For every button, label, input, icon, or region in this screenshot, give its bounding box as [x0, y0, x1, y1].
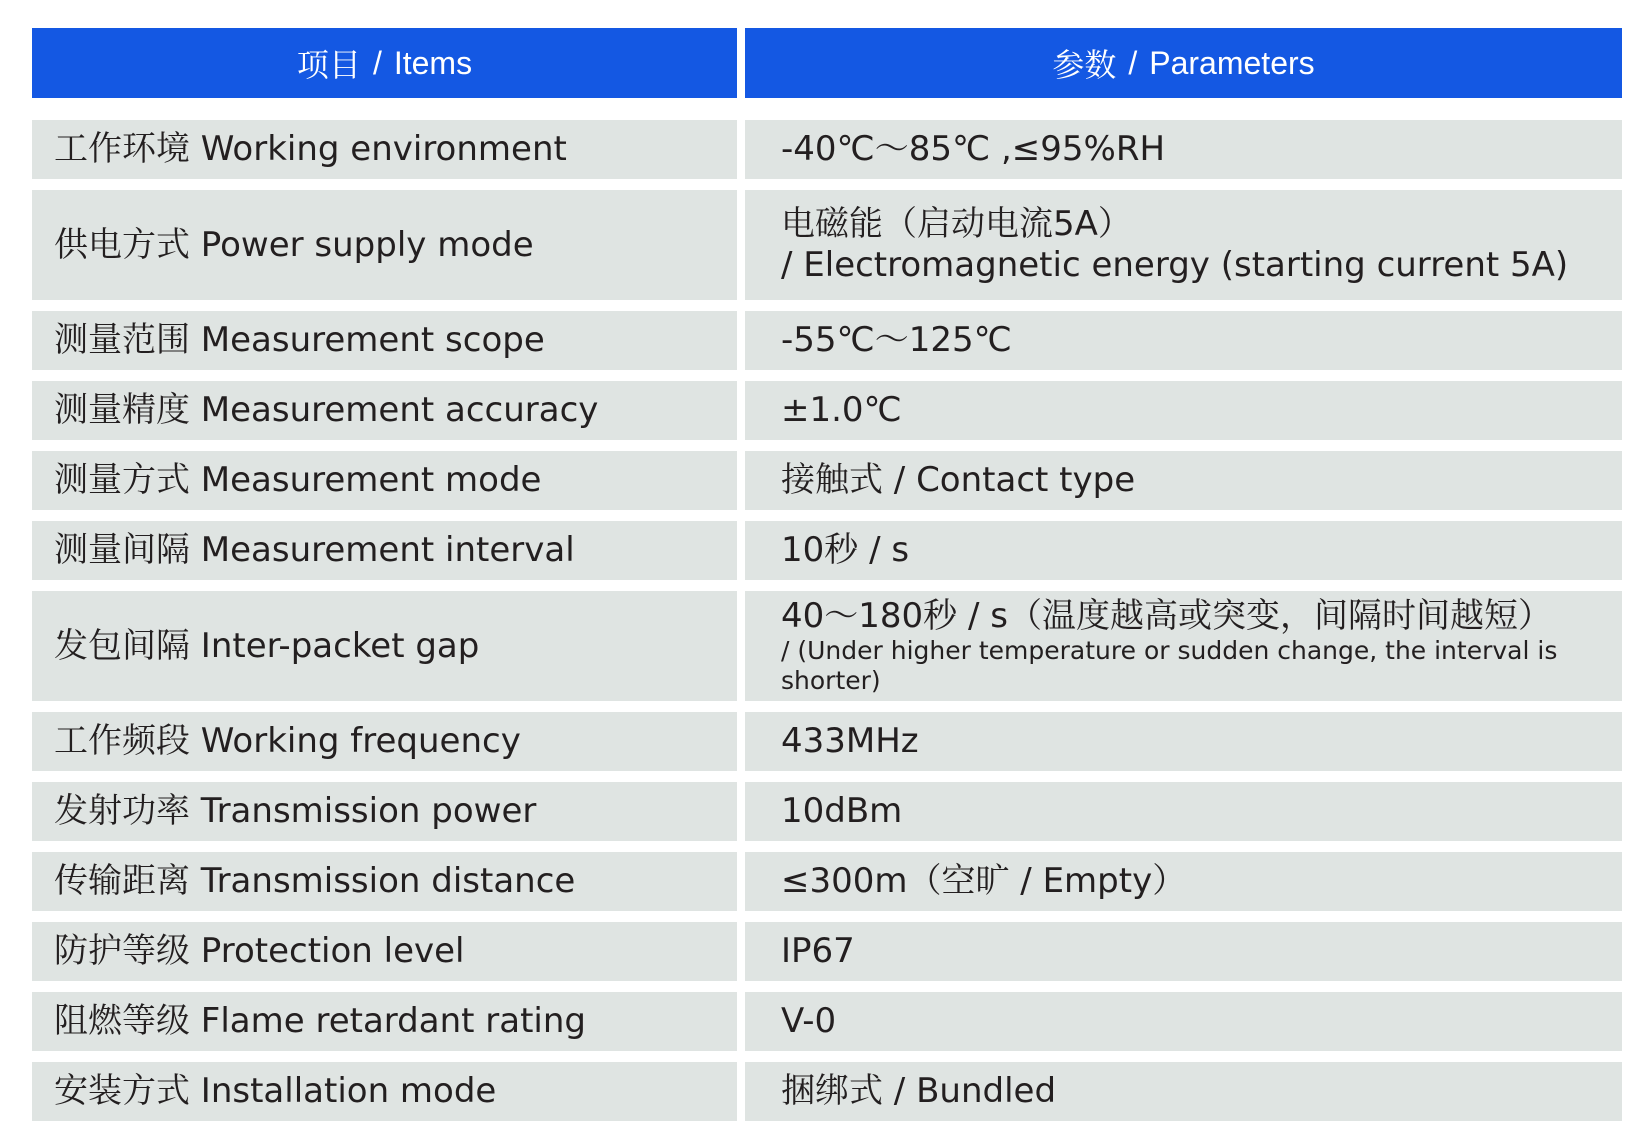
value-text: 接触式 / Contact type: [781, 460, 1136, 501]
value-text: 40～180秒 / s（温度越高或突变，间隔时间越短）: [781, 595, 1552, 636]
value-cell: [745, 521, 1622, 580]
item-cell: 工作频段 Working frequency: [32, 712, 737, 771]
value-text: 捆绑式 / Bundled: [781, 1071, 1057, 1112]
value-cell: [745, 451, 1622, 510]
value-cell: [745, 992, 1622, 1051]
value-text: ±1.0℃: [781, 390, 902, 431]
table-row: [32, 712, 1622, 771]
table-row: [32, 992, 1622, 1051]
item-cell: 防护等级 Protection level: [32, 922, 737, 981]
spec-table: [32, 28, 1622, 1132]
value-text-en: / Electromagnetic energy (starting current 5A): [781, 245, 1569, 285]
item-cell: 测量精度 Measurement accuracy: [32, 381, 737, 440]
value-text: ≤300m（空旷 / Empty）: [781, 861, 1187, 902]
table-row: [32, 782, 1622, 841]
item-cell: 发包间隔 Inter-packet gap: [32, 591, 737, 701]
value-cell: [745, 922, 1622, 981]
value-text: 10秒 / s: [781, 530, 910, 571]
value-text-en: / (Under higher temperature or sudden change, the interval is shorter): [781, 636, 1558, 696]
value-text: -40℃～85℃ ,≤95%RH: [781, 129, 1166, 170]
value-cell: [745, 782, 1622, 841]
value-cell: [745, 190, 1622, 300]
value-text: 电磁能（启动电流5A）: [781, 204, 1132, 245]
item-cell: 阻燃等级 Flame retardant rating: [32, 992, 737, 1051]
value-cell: [745, 852, 1622, 911]
value-cell: [745, 311, 1622, 370]
header-params-cn: 参数: [1052, 47, 1117, 83]
value-text: V-0: [781, 1001, 837, 1042]
value-text: 10dBm: [781, 791, 903, 832]
value-text: 433MHz: [781, 721, 919, 762]
value-cell: [745, 591, 1622, 701]
table-header: [32, 28, 1622, 98]
table-row: [32, 311, 1622, 370]
item-cell: 工作环境 Working environment: [32, 120, 737, 179]
value-text: IP67: [781, 931, 855, 972]
table-row: [32, 381, 1622, 440]
item-cell: 安装方式 Installation mode: [32, 1062, 737, 1121]
item-cell: 测量方式 Measurement mode: [32, 451, 737, 510]
header-parameters: [745, 28, 1622, 98]
header-items-en: Items: [393, 44, 473, 81]
table-row: [32, 1062, 1622, 1121]
table-row: [32, 521, 1622, 580]
item-cell: 传输距离 Transmission distance: [32, 852, 737, 911]
value-cell: [745, 1062, 1622, 1121]
table-row: [32, 190, 1622, 300]
item-cell: 测量范围 Measurement scope: [32, 311, 737, 370]
value-cell: [745, 712, 1622, 771]
header-items: [32, 28, 737, 98]
table-row: [32, 451, 1622, 510]
value-text: -55℃～125℃: [781, 320, 1012, 361]
item-cell: 测量间隔 Measurement interval: [32, 521, 737, 580]
header-separator: /: [372, 44, 382, 81]
header-separator: /: [1128, 44, 1138, 81]
table-row: [32, 120, 1622, 179]
table-row: [32, 922, 1622, 981]
item-cell: 供电方式 Power supply mode: [32, 190, 737, 300]
header-items-cn: 项目: [296, 47, 361, 83]
value-cell: [745, 381, 1622, 440]
table-row: [32, 591, 1622, 701]
header-params-en: Parameters: [1149, 44, 1315, 81]
item-cell: 发射功率 Transmission power: [32, 782, 737, 841]
table-row: [32, 852, 1622, 911]
value-cell: [745, 120, 1622, 179]
